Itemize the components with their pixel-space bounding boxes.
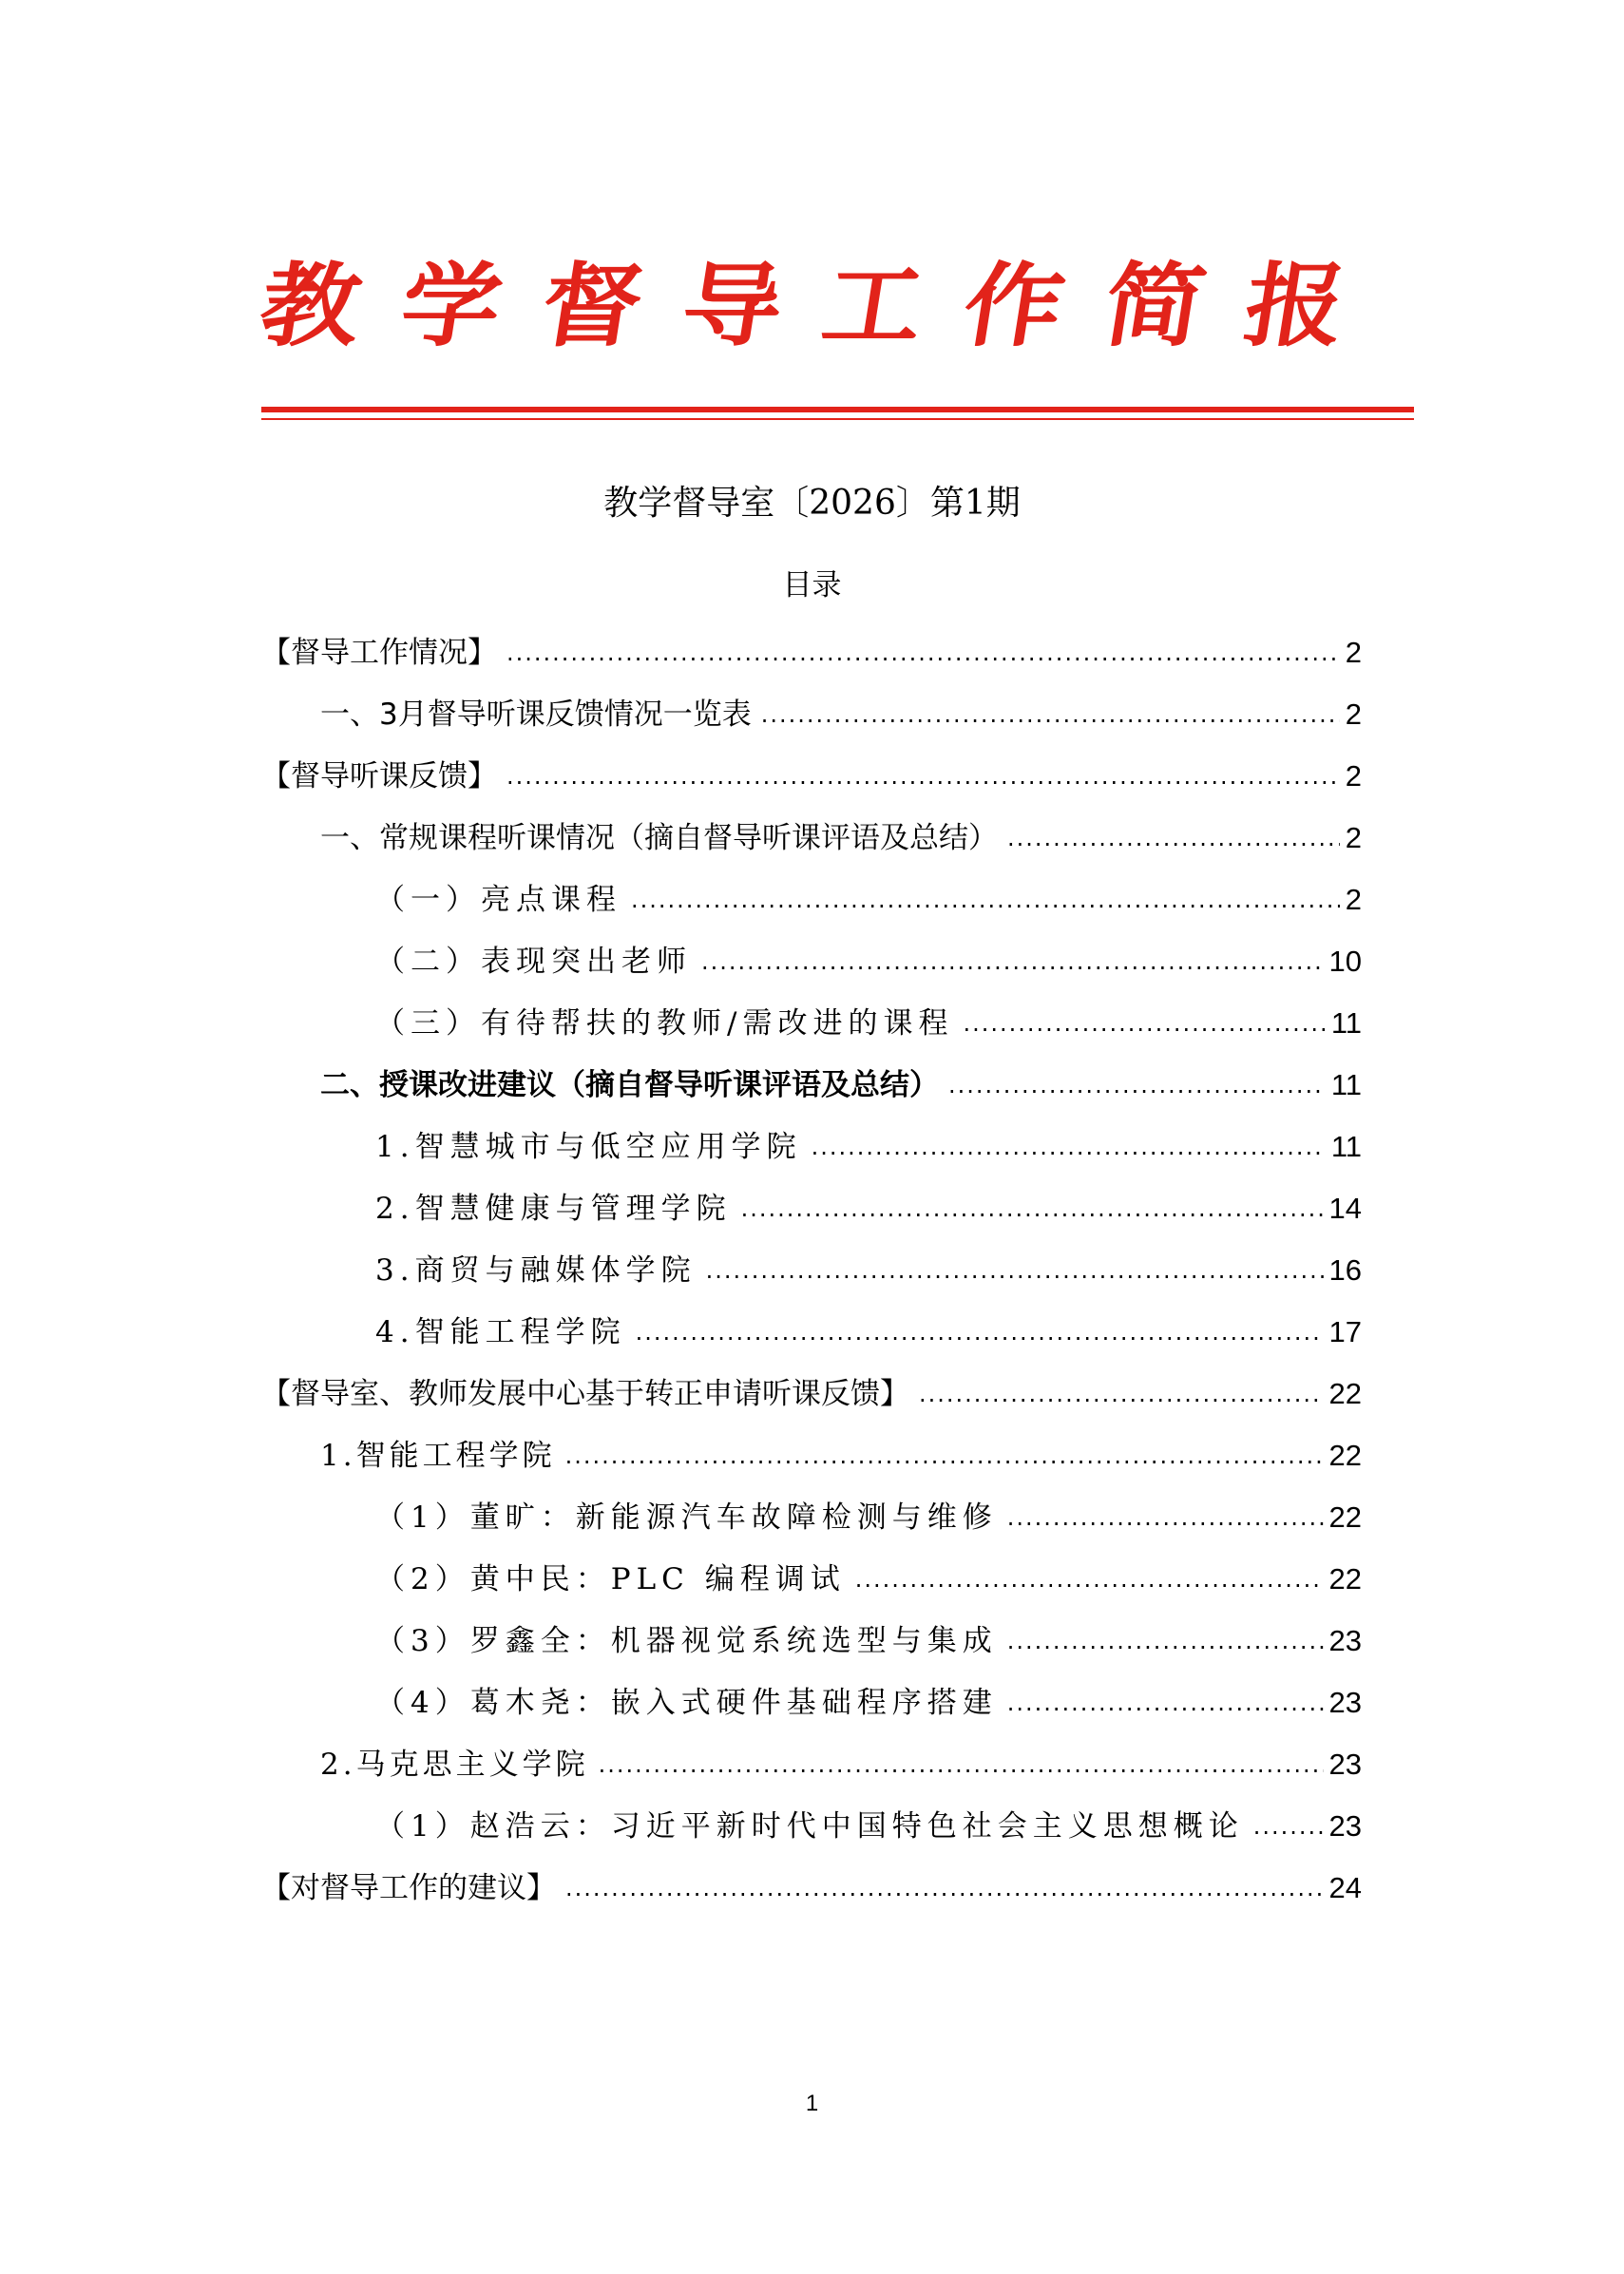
toc-leader-dots bbox=[706, 1252, 1324, 1290]
header-rule-thick bbox=[261, 407, 1414, 412]
toc-entry-label: （1）赵浩云：习近平新时代中国特色社会主义思想概论 bbox=[375, 1807, 1253, 1845]
toc-leader-dots bbox=[761, 696, 1340, 734]
toc-entry-page: 23 bbox=[1328, 1623, 1362, 1657]
toc-leader-dots bbox=[599, 1746, 1324, 1784]
issue-number: 教学督导室〔2026〕第1期 bbox=[603, 484, 1021, 523]
toc-entry-page: 22 bbox=[1328, 1376, 1362, 1410]
toc-leader-dots bbox=[919, 1375, 1324, 1413]
toc-entry-label: 4.智能工程学院 bbox=[375, 1313, 636, 1351]
toc-entry-label: 2.智慧健康与管理学院 bbox=[375, 1190, 741, 1228]
toc-entry[interactable] bbox=[261, 930, 1362, 992]
toc-entry[interactable] bbox=[261, 1239, 1362, 1301]
toc-entry[interactable] bbox=[261, 807, 1362, 869]
toc-leader-dots bbox=[565, 1869, 1324, 1907]
masthead-char: 教 bbox=[253, 251, 370, 360]
toc-entry-label: （3）罗鑫全：机器视觉系统选型与集成 bbox=[375, 1622, 1007, 1660]
toc-entry-label: （二）表现突出老师 bbox=[375, 943, 701, 981]
toc-entry-page: 2 bbox=[1345, 697, 1362, 731]
toc-entry-page: 23 bbox=[1328, 1747, 1362, 1781]
toc-leader-dots bbox=[741, 1190, 1324, 1228]
toc-leader-dots bbox=[506, 757, 1340, 795]
toc-entry[interactable] bbox=[261, 1116, 1362, 1177]
toc-entry-page: 22 bbox=[1328, 1438, 1362, 1472]
toc-entry-label: （4）葛木尧：嵌入式硬件基础程序搭建 bbox=[375, 1684, 1007, 1722]
toc-leader-dots bbox=[855, 1560, 1324, 1598]
toc-entry-page: 16 bbox=[1328, 1252, 1362, 1287]
masthead-char: 学 bbox=[393, 251, 510, 360]
masthead-char: 导 bbox=[675, 251, 792, 360]
toc-entry-label: （一）亮点课程 bbox=[375, 881, 631, 919]
toc-entry-page: 14 bbox=[1328, 1191, 1362, 1225]
toc-leader-dots bbox=[636, 1313, 1324, 1351]
toc-leader-dots bbox=[812, 1128, 1326, 1166]
toc-entry-page: 22 bbox=[1328, 1500, 1362, 1534]
masthead-char: 作 bbox=[956, 251, 1072, 360]
header-rule-thin bbox=[261, 418, 1414, 420]
toc-entry[interactable] bbox=[261, 1424, 1362, 1486]
toc-leader-dots bbox=[506, 634, 1340, 672]
toc-entry[interactable] bbox=[261, 1610, 1362, 1672]
toc-entry[interactable] bbox=[261, 745, 1362, 807]
toc-entry[interactable] bbox=[261, 1733, 1362, 1795]
toc-entry-page: 11 bbox=[1330, 1005, 1362, 1040]
toc-entry[interactable] bbox=[261, 683, 1362, 745]
toc-entry-label: 一、3月督导听课反馈情况一览表 bbox=[320, 696, 761, 734]
toc-entry[interactable] bbox=[261, 1486, 1362, 1548]
toc-entry[interactable] bbox=[261, 1857, 1362, 1919]
toc-entry-label: 【督导室、教师发展中心基于转正申请听课反馈】 bbox=[261, 1375, 919, 1413]
toc-entry[interactable] bbox=[261, 621, 1362, 683]
page-number: 1 bbox=[805, 2091, 819, 2116]
toc-entry[interactable] bbox=[261, 1548, 1362, 1610]
masthead-char: 督 bbox=[534, 251, 651, 360]
toc-entry-label: （2）黄中民：PLC 编程调试 bbox=[375, 1560, 855, 1598]
toc-entry-label: 【对督导工作的建议】 bbox=[261, 1869, 565, 1907]
masthead-char: 报 bbox=[1237, 251, 1353, 360]
toc-leader-dots bbox=[565, 1437, 1324, 1475]
toc-entry-page: 2 bbox=[1345, 820, 1362, 854]
toc-entry-page: 17 bbox=[1328, 1314, 1362, 1348]
toc-leader-dots bbox=[701, 943, 1324, 981]
toc-leader-dots bbox=[948, 1066, 1326, 1104]
toc-entry-label: （1）董旷：新能源汽车故障检测与维修 bbox=[375, 1499, 1007, 1537]
toc-entry-page: 24 bbox=[1328, 1870, 1362, 1904]
toc-entry-page: 23 bbox=[1328, 1808, 1362, 1843]
toc-entry-label: 【督导工作情况】 bbox=[261, 634, 506, 672]
toc-leader-dots bbox=[963, 1004, 1325, 1042]
toc-entry-page: 2 bbox=[1345, 882, 1362, 916]
toc-entry-page: 22 bbox=[1328, 1561, 1362, 1596]
toc-heading: 目录 bbox=[782, 568, 842, 602]
toc-leader-dots bbox=[631, 881, 1340, 919]
table-of-contents bbox=[261, 621, 1362, 1919]
toc-entry-page: 23 bbox=[1328, 1685, 1362, 1719]
toc-leader-dots bbox=[1253, 1807, 1324, 1845]
toc-entry-label: 1.智慧城市与低空应用学院 bbox=[375, 1128, 812, 1166]
toc-entry[interactable] bbox=[261, 1672, 1362, 1733]
masthead-title bbox=[253, 249, 1353, 363]
toc-entry[interactable] bbox=[261, 1177, 1362, 1239]
toc-entry-label: 3.商贸与融媒体学院 bbox=[375, 1252, 706, 1290]
toc-entry[interactable] bbox=[261, 1795, 1362, 1857]
masthead-char: 简 bbox=[1097, 251, 1213, 360]
toc-leader-dots bbox=[1007, 1622, 1324, 1660]
toc-entry[interactable] bbox=[261, 992, 1362, 1054]
toc-entry[interactable] bbox=[261, 1301, 1362, 1363]
toc-entry-label: （三）有待帮扶的教师/需改进的课程 bbox=[375, 1004, 963, 1042]
toc-entry-label: 二、授课改进建议（摘自督导听课评语及总结） bbox=[320, 1066, 948, 1104]
toc-leader-dots bbox=[1007, 1499, 1324, 1537]
toc-entry[interactable] bbox=[261, 1363, 1362, 1424]
toc-entry-page: 11 bbox=[1330, 1129, 1362, 1163]
toc-entry[interactable] bbox=[261, 1054, 1362, 1116]
toc-entry-label: 1.智能工程学院 bbox=[320, 1437, 565, 1475]
toc-leader-dots bbox=[1007, 819, 1340, 857]
toc-entry-page: 11 bbox=[1330, 1067, 1362, 1101]
toc-entry-page: 2 bbox=[1345, 758, 1362, 793]
masthead-char: 工 bbox=[815, 251, 931, 360]
toc-entry-label: 2.马克思主义学院 bbox=[320, 1746, 599, 1784]
toc-entry[interactable] bbox=[261, 869, 1362, 930]
toc-entry-label: 一、常规课程听课情况（摘自督导听课评语及总结） bbox=[320, 819, 1007, 857]
toc-entry-page: 10 bbox=[1328, 944, 1362, 978]
toc-entry-page: 2 bbox=[1345, 635, 1362, 669]
toc-leader-dots bbox=[1007, 1684, 1324, 1722]
toc-entry-label: 【督导听课反馈】 bbox=[261, 757, 506, 795]
